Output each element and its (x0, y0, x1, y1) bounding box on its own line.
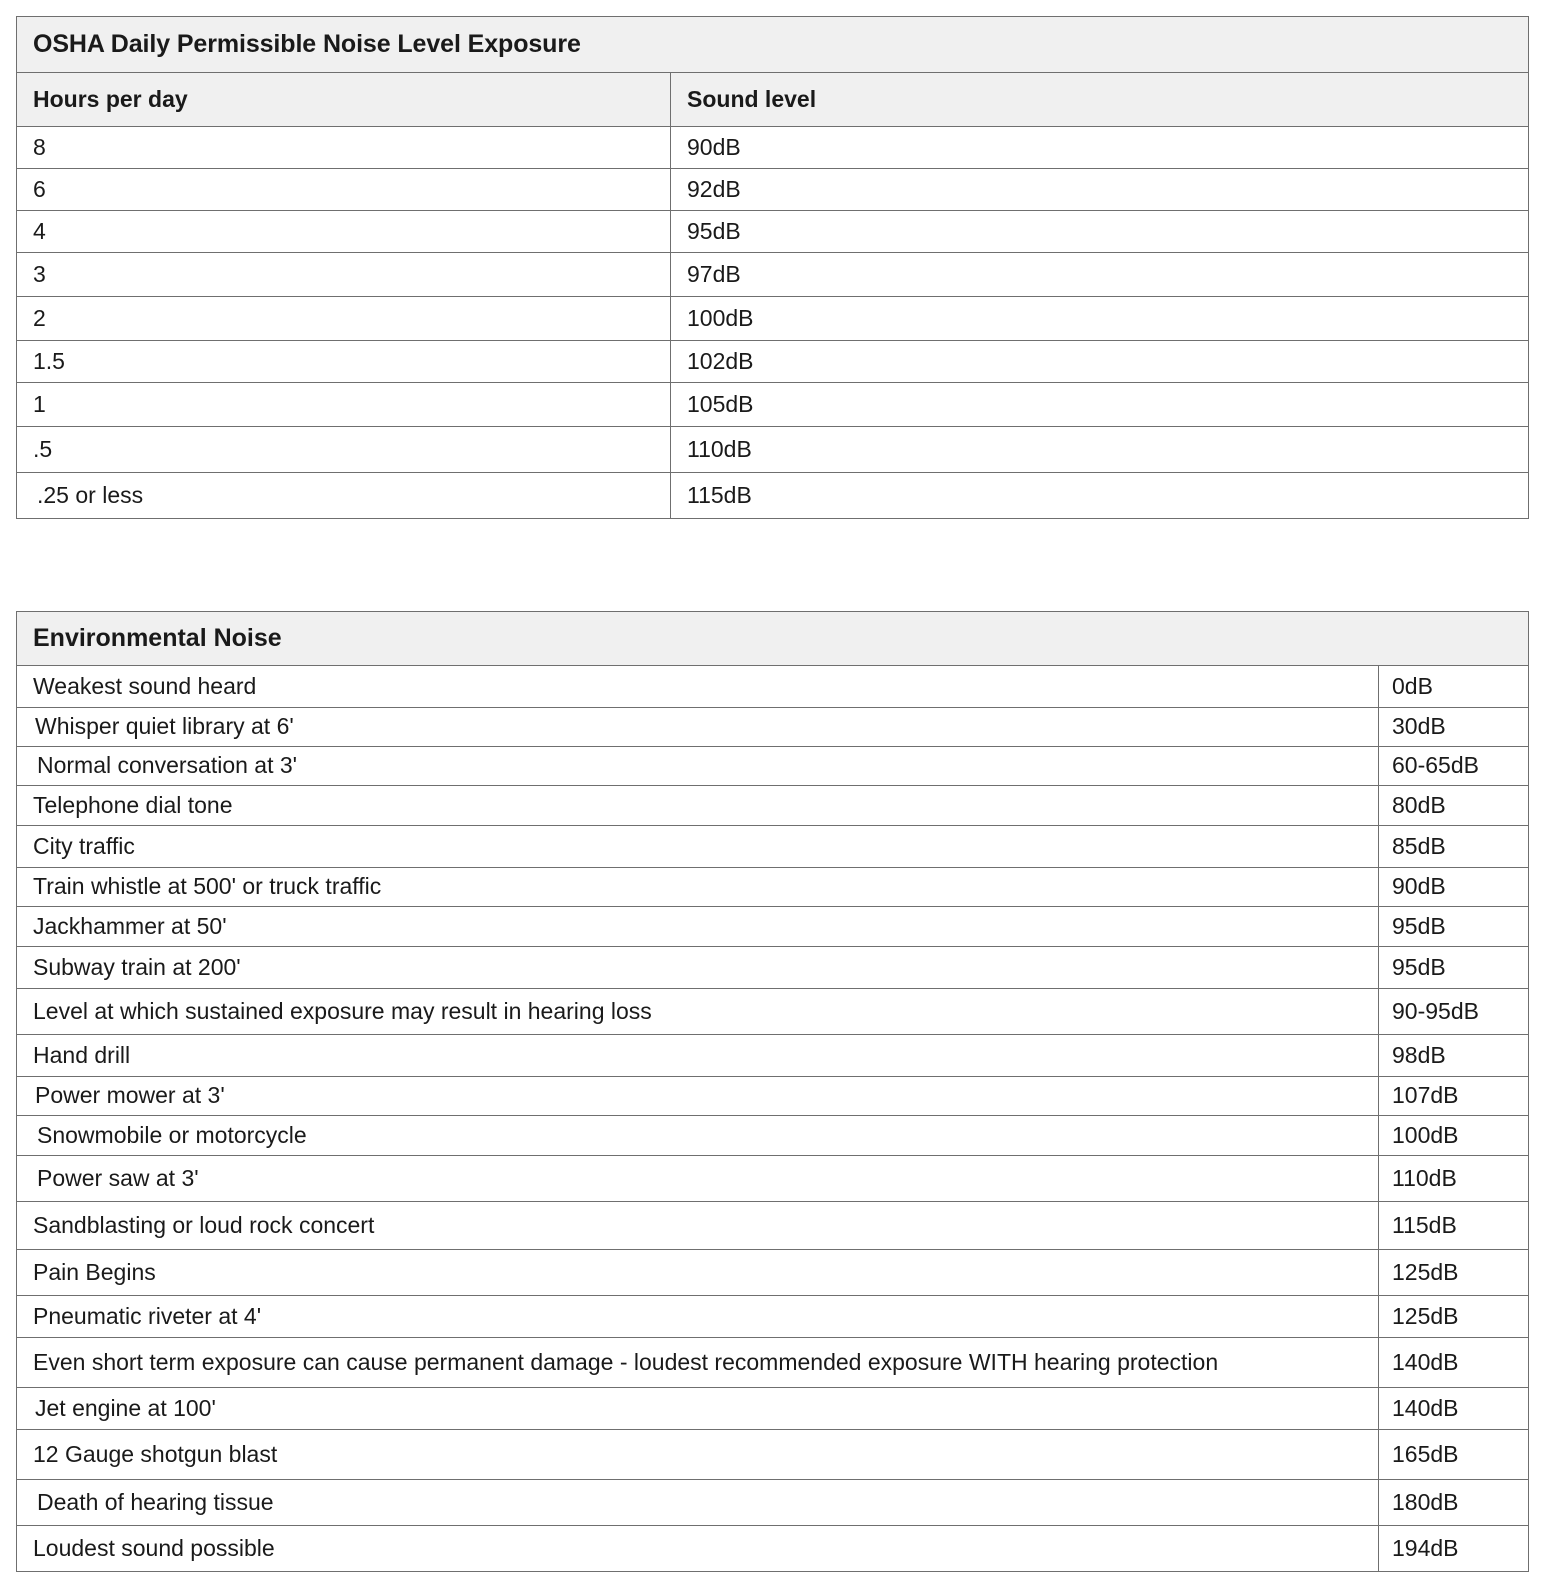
table-row (17, 383, 1529, 427)
table-row (17, 708, 1529, 747)
osha-column-header-row (17, 73, 1529, 127)
osha-hours-cell: 2 (17, 297, 671, 341)
environmental-source-cell: Hand drill (17, 1035, 1379, 1077)
table-row (17, 341, 1529, 383)
table-row (17, 666, 1529, 708)
environmental-level-cell: 30dB (1379, 708, 1529, 747)
environmental-source-cell: Subway train at 200' (17, 947, 1379, 989)
environmental-level-cell: 80dB (1379, 786, 1529, 826)
environmental-level-cell: 85dB (1379, 826, 1529, 868)
environmental-level-cell: 107dB (1379, 1077, 1529, 1116)
environmental-table-head (17, 612, 1529, 666)
environmental-level-cell: 60-65dB (1379, 747, 1529, 786)
table-row (17, 1250, 1529, 1296)
table-row (17, 989, 1529, 1035)
table-row (17, 1388, 1529, 1430)
environmental-level-cell: 115dB (1379, 1202, 1529, 1250)
osha-level-cell: 90dB (671, 127, 1529, 169)
table-row (17, 1338, 1529, 1388)
environmental-source-cell: Death of hearing tissue (17, 1480, 1379, 1526)
osha-level-cell: 115dB (671, 473, 1529, 519)
environmental-source-cell: Level at which sustained exposure may result in hearing loss (17, 989, 1379, 1035)
table-row (17, 1116, 1529, 1156)
table-row (17, 253, 1529, 297)
environmental-level-cell: 194dB (1379, 1526, 1529, 1572)
table-row (17, 947, 1529, 989)
environmental-source-cell: Pneumatic riveter at 4' (17, 1296, 1379, 1338)
table-row (17, 1077, 1529, 1116)
table-row (17, 211, 1529, 253)
environmental-level-cell: 95dB (1379, 907, 1529, 947)
environmental-noise-table (16, 611, 1529, 1572)
environmental-source-cell: Weakest sound heard (17, 666, 1379, 708)
table-spacer (16, 519, 1528, 611)
osha-column-header-sound-level: Sound level (671, 73, 1529, 127)
table-row (17, 826, 1529, 868)
osha-table-head (17, 17, 1529, 127)
osha-noise-exposure-table (16, 16, 1529, 519)
environmental-source-cell: Even short term exposure can cause permanent damage - loudest recommended exposure WITH hearing protection (17, 1338, 1379, 1388)
environmental-source-cell: 12 Gauge shotgun blast (17, 1430, 1379, 1480)
table-row (17, 297, 1529, 341)
environmental-level-cell: 125dB (1379, 1250, 1529, 1296)
environmental-source-cell: Normal conversation at 3' (17, 747, 1379, 786)
environmental-source-cell: Snowmobile or motorcycle (17, 1116, 1379, 1156)
environmental-level-cell: 180dB (1379, 1480, 1529, 1526)
osha-level-cell: 92dB (671, 169, 1529, 211)
osha-hours-cell: .5 (17, 427, 671, 473)
environmental-level-cell: 95dB (1379, 947, 1529, 989)
environmental-source-cell: Loudest sound possible (17, 1526, 1379, 1572)
environmental-source-cell: Pain Begins (17, 1250, 1379, 1296)
table-row (17, 907, 1529, 947)
environmental-level-cell: 100dB (1379, 1116, 1529, 1156)
environmental-source-cell: Power mower at 3' (17, 1077, 1379, 1116)
osha-level-cell: 102dB (671, 341, 1529, 383)
osha-level-cell: 110dB (671, 427, 1529, 473)
table-row (17, 1430, 1529, 1480)
osha-hours-cell: 1 (17, 383, 671, 427)
environmental-source-cell: Train whistle at 500' or truck traffic (17, 868, 1379, 907)
environmental-source-cell: Power saw at 3' (17, 1156, 1379, 1202)
table-row (17, 786, 1529, 826)
environmental-level-cell: 90-95dB (1379, 989, 1529, 1035)
osha-hours-cell: 3 (17, 253, 671, 297)
environmental-level-cell: 125dB (1379, 1296, 1529, 1338)
osha-table-body (17, 127, 1529, 519)
table-row (17, 427, 1529, 473)
osha-level-cell: 100dB (671, 297, 1529, 341)
environmental-table-title-row (17, 612, 1529, 666)
environmental-level-cell: 140dB (1379, 1338, 1529, 1388)
osha-table-title: OSHA Daily Permissible Noise Level Exposure (17, 17, 1529, 73)
table-row (17, 1156, 1529, 1202)
environmental-source-cell: Jackhammer at 50' (17, 907, 1379, 947)
environmental-source-cell: Sandblasting or loud rock concert (17, 1202, 1379, 1250)
environmental-level-cell: 140dB (1379, 1388, 1529, 1430)
table-row (17, 868, 1529, 907)
environmental-table-body (17, 666, 1529, 1572)
osha-column-header-hours: Hours per day (17, 73, 671, 127)
environmental-source-cell: Jet engine at 100' (17, 1388, 1379, 1430)
table-row (17, 473, 1529, 519)
osha-level-cell: 97dB (671, 253, 1529, 297)
osha-hours-cell: 4 (17, 211, 671, 253)
environmental-level-cell: 0dB (1379, 666, 1529, 708)
table-row (17, 1202, 1529, 1250)
environmental-level-cell: 110dB (1379, 1156, 1529, 1202)
table-row (17, 1035, 1529, 1077)
table-row (17, 747, 1529, 786)
osha-table-title-row (17, 17, 1529, 73)
osha-level-cell: 95dB (671, 211, 1529, 253)
environmental-level-cell: 98dB (1379, 1035, 1529, 1077)
table-row (17, 1480, 1529, 1526)
environmental-source-cell: Telephone dial tone (17, 786, 1379, 826)
osha-level-cell: 105dB (671, 383, 1529, 427)
table-row (17, 1296, 1529, 1338)
environmental-table-title: Environmental Noise (17, 612, 1529, 666)
osha-hours-cell: 8 (17, 127, 671, 169)
osha-hours-cell: 1.5 (17, 341, 671, 383)
environmental-source-cell: City traffic (17, 826, 1379, 868)
table-row (17, 169, 1529, 211)
table-row (17, 1526, 1529, 1572)
osha-hours-cell: 6 (17, 169, 671, 211)
table-row (17, 127, 1529, 169)
osha-hours-cell: .25 or less (17, 473, 671, 519)
environmental-source-cell: Whisper quiet library at 6' (17, 708, 1379, 747)
environmental-level-cell: 90dB (1379, 868, 1529, 907)
environmental-level-cell: 165dB (1379, 1430, 1529, 1480)
